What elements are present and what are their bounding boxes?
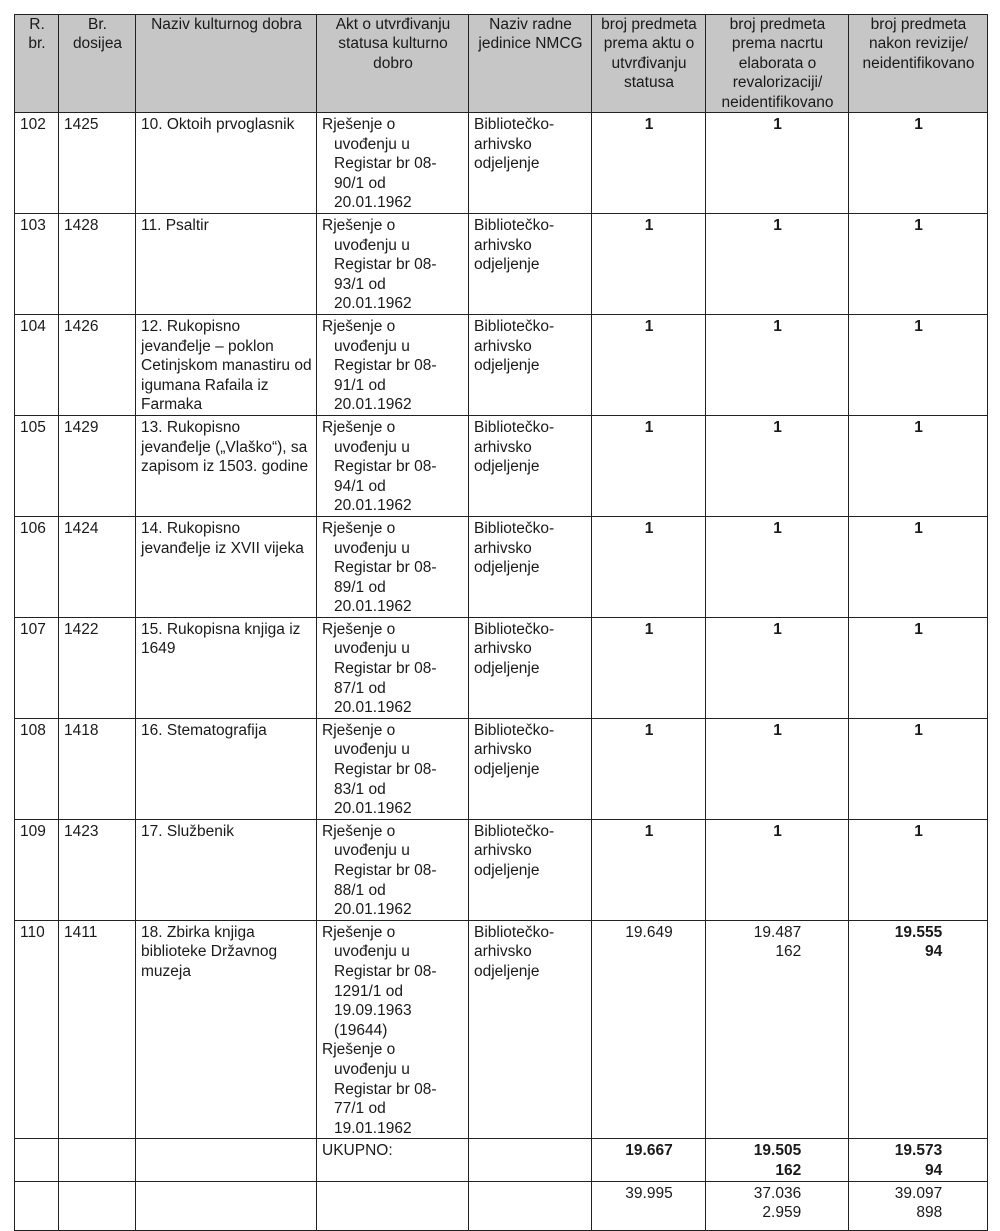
value-stack	[625, 1184, 672, 1204]
akt-line: Registar br 08-	[334, 660, 437, 678]
value-stack	[625, 1141, 672, 1161]
value-stack	[914, 418, 923, 438]
cell-nacrt	[706, 214, 849, 315]
cell-jedinica	[469, 415, 592, 516]
cell-akt-count	[592, 920, 706, 1139]
value-stack	[645, 418, 654, 438]
akt-line: 20.01.1962	[334, 396, 412, 414]
header-nacrt: broj predmeta prema nacrtu elaborata o revalorizaciji/ neidentifikovano	[706, 15, 849, 113]
akt-line: uvođenju u	[334, 135, 410, 153]
cell-naziv	[136, 617, 317, 718]
jedinica-text: Bibliotečko-arhivsko odjeljenje	[474, 418, 555, 476]
cell-revizija	[849, 920, 988, 1139]
table-row	[15, 113, 988, 214]
value-stack	[914, 317, 923, 337]
akt-line: 94/1 od	[334, 477, 386, 495]
cell-akt	[317, 617, 469, 718]
cell-akt-count	[592, 718, 706, 819]
cell-empty	[59, 1181, 136, 1230]
jedinica-text: Bibliotečko-arhivsko odjeljenje	[474, 923, 555, 980]
jedinica-text: Bibliotečko-arhivsko odjeljenje	[474, 116, 555, 173]
cell-nacrt	[706, 718, 849, 819]
dosije-text: 1426	[64, 317, 99, 335]
value-stack	[754, 1184, 801, 1223]
jedinica-text: Bibliotečko-arhivsko odjeljenje	[474, 620, 555, 678]
akt-line: Registar br 08-	[334, 256, 437, 274]
cell-revizija	[849, 819, 988, 920]
akt-line: Rješenje o	[322, 116, 396, 134]
value-main: 1	[773, 116, 782, 134]
value-main: 37.036	[753, 1184, 802, 1202]
akt-line: 1291/1 od	[334, 982, 403, 1000]
cell-akt-count	[592, 819, 706, 920]
rbr-text: 108	[20, 721, 46, 739]
cell-rbr	[15, 113, 59, 214]
value-unidentified: 162	[775, 1161, 802, 1179]
value-stack	[773, 317, 782, 337]
akt-line: uvođenju u	[334, 943, 410, 961]
value-unidentified: 898	[916, 1204, 943, 1222]
cell-subtotal-nacrt	[706, 1139, 849, 1181]
subtotal-row	[15, 1139, 988, 1181]
cell-jedinica	[469, 516, 592, 617]
cell-dosije	[59, 314, 136, 415]
cell-jedinica	[469, 314, 592, 415]
naziv-text: 13. Rukopisno jevanđelje („Vlaško“), sa zapisom iz 1503. godine	[141, 418, 309, 476]
cell-rbr	[15, 617, 59, 718]
naziv-text: 18. Zbirka knjiga biblioteke Državnog muzeja	[141, 923, 278, 980]
value-main: 19.505	[753, 1142, 802, 1160]
table-row	[15, 617, 988, 718]
cell-subtotal-revizija	[849, 1139, 988, 1181]
value-stack	[895, 923, 942, 962]
cell-dosije	[59, 113, 136, 214]
akt-line: Rješenje o	[322, 822, 396, 840]
naziv-text: 17. Službenik	[141, 822, 235, 840]
cell-dosije	[59, 415, 136, 516]
rbr-text: 106	[20, 519, 46, 537]
value-stack	[914, 519, 923, 539]
naziv-text: 12. Rukopisno jevanđelje – poklon Cetinjskom manastiru od igumana Rafaila iz Farmaka	[141, 317, 312, 414]
naziv-text: 11. Psaltir	[141, 217, 209, 234]
akt-line: 20.01.1962	[334, 194, 412, 212]
value-main: 1	[773, 519, 782, 537]
dosije-text: 1422	[64, 620, 99, 638]
cell-empty	[469, 1139, 592, 1181]
table-row	[15, 314, 988, 415]
value-stack	[645, 620, 654, 640]
cell-rbr	[15, 314, 59, 415]
cell-akt-count	[592, 214, 706, 315]
cell-jedinica	[469, 617, 592, 718]
value-main: 1	[644, 217, 654, 234]
akt-line: Registar br 08-	[334, 357, 437, 375]
value-main: 19.555	[894, 923, 943, 941]
cell-revizija	[849, 718, 988, 819]
value-stack	[645, 721, 654, 741]
cell-empty	[317, 1181, 469, 1230]
cell-empty	[136, 1139, 317, 1181]
value-stack	[895, 1184, 942, 1223]
jedinica-text: Bibliotečko-arhivsko odjeljenje	[474, 317, 555, 375]
value-main: 1	[914, 620, 923, 638]
dosije-text: 1429	[64, 418, 99, 436]
cell-empty	[59, 1139, 136, 1181]
akt-line: 20.01.1962	[334, 295, 412, 313]
value-stack	[773, 822, 782, 842]
value-main: 1	[644, 721, 654, 739]
akt-line: 77/1 od	[334, 1100, 386, 1118]
value-stack	[773, 216, 782, 236]
akt-line: uvođenju u	[334, 1060, 410, 1078]
cell-rbr	[15, 516, 59, 617]
value-main: 1	[773, 721, 782, 739]
grand-total-row	[15, 1181, 988, 1230]
akt-line: 89/1 od	[334, 578, 386, 596]
rbr-text: 105	[20, 418, 46, 436]
akt-line: Registar br 08-	[334, 1080, 437, 1098]
jedinica-text: Bibliotečko-arhivsko odjeljenje	[474, 822, 555, 879]
cell-revizija	[849, 617, 988, 718]
akt-line: Rješenje o	[322, 418, 396, 436]
dosije-text: 1418	[64, 721, 99, 739]
cell-jedinica	[469, 214, 592, 315]
header-rbr: R. br.	[15, 15, 59, 113]
cell-nacrt	[706, 415, 849, 516]
cell-naziv	[136, 214, 317, 315]
cell-rbr	[15, 920, 59, 1139]
rbr-text: 110	[20, 923, 45, 941]
value-main: 1	[644, 317, 654, 335]
value-main: 19.573	[894, 1142, 943, 1160]
value-stack	[773, 721, 782, 741]
cell-revizija	[849, 415, 988, 516]
value-main: 1	[914, 217, 923, 234]
value-stack	[645, 822, 654, 842]
value-main: 1	[773, 822, 782, 840]
header-dosije: Br. dosijea	[59, 15, 136, 113]
value-main: 1	[773, 217, 782, 234]
value-stack	[914, 216, 923, 236]
value-stack	[773, 418, 782, 438]
table-row	[15, 819, 988, 920]
value-main: 1	[644, 519, 654, 537]
akt-line: 20.01.1962	[334, 497, 412, 515]
dosije-text: 1423	[64, 822, 99, 840]
cell-nacrt	[706, 314, 849, 415]
cell-total-revizija	[849, 1181, 988, 1230]
value-main: 1	[644, 418, 654, 436]
cell-revizija	[849, 516, 988, 617]
value-stack	[895, 1141, 942, 1180]
cell-akt-count	[592, 314, 706, 415]
akt-line: (19644)	[334, 1021, 388, 1039]
rbr-text: 109	[20, 822, 46, 840]
header-naziv: Naziv kulturnog dobra	[136, 15, 317, 113]
akt-line: Rješenje o	[322, 620, 396, 638]
akt-line: uvođenju u	[334, 438, 410, 456]
akt-line: Rješenje o	[322, 519, 396, 537]
akt-line: Registar br 08-	[334, 458, 437, 476]
akt-line: Rješenje o	[322, 721, 396, 739]
cell-rbr	[15, 718, 59, 819]
akt-line: uvođenju u	[334, 741, 410, 759]
rbr-text: 107	[20, 620, 46, 638]
value-unidentified: 94	[924, 1161, 943, 1179]
value-main: 39.995	[625, 1184, 673, 1202]
value-main: 19.649	[625, 923, 673, 941]
cell-naziv	[136, 819, 317, 920]
cell-naziv	[136, 314, 317, 415]
cell-empty	[15, 1139, 59, 1181]
cell-naziv	[136, 415, 317, 516]
akt-line: 83/1 od	[334, 780, 386, 798]
akt-line: Rješenje o	[322, 923, 396, 941]
akt-line: 20.01.1962	[334, 598, 412, 616]
table-row	[15, 718, 988, 819]
akt-line: uvođenju u	[334, 640, 410, 658]
cell-revizija	[849, 314, 988, 415]
header-akt: Akt o utvrđivanju statusa kulturno dobro	[317, 15, 469, 113]
cell-dosije	[59, 718, 136, 819]
value-unidentified: 94	[924, 943, 943, 961]
cell-akt-count	[592, 617, 706, 718]
rbr-text: 104	[20, 317, 46, 335]
value-stack	[645, 216, 654, 236]
value-stack	[645, 115, 654, 135]
cell-total-nacrt	[706, 1181, 849, 1230]
value-main: 1	[914, 519, 923, 537]
value-main: 1	[914, 721, 923, 739]
value-stack	[754, 1141, 801, 1180]
naziv-text: 15. Rukopisna knjiga iz 1649	[141, 620, 301, 658]
table-body	[15, 113, 988, 1230]
cell-naziv	[136, 718, 317, 819]
value-stack	[645, 317, 654, 337]
akt-line: uvođenju u	[334, 236, 410, 254]
cell-rbr	[15, 214, 59, 315]
cell-rbr	[15, 415, 59, 516]
value-main: 1	[914, 418, 923, 436]
dosije-text: 1411	[64, 923, 98, 941]
akt-line: 19.09.1963	[334, 1002, 412, 1020]
cell-dosije	[59, 920, 136, 1139]
header-akt-count: broj predmeta prema aktu o utvrđivanju statusa	[592, 15, 706, 113]
cell-empty	[136, 1181, 317, 1230]
value-main: 19.487	[753, 923, 802, 941]
cell-akt	[317, 516, 469, 617]
cell-akt	[317, 718, 469, 819]
value-stack	[914, 822, 923, 842]
akt-line: 87/1 od	[334, 679, 386, 697]
naziv-text: 14. Rukopisno jevanđelje iz XVII vijeka	[141, 519, 304, 557]
value-stack	[773, 620, 782, 640]
value-stack	[625, 923, 672, 943]
subtotal-label: UKUPNO:	[322, 1142, 393, 1160]
akt-line: 93/1 od	[334, 275, 386, 293]
dosije-text: 1428	[64, 217, 99, 234]
value-stack	[773, 115, 782, 135]
cell-akt-count	[592, 415, 706, 516]
cell-nacrt	[706, 516, 849, 617]
akt-line: 20.01.1962	[334, 901, 412, 919]
value-main: 1	[644, 822, 654, 840]
akt-line: uvođenju u	[334, 539, 410, 557]
akt-line: Registar br 08-	[334, 962, 437, 980]
value-main: 1	[644, 620, 654, 638]
value-stack	[914, 115, 923, 135]
header-jedinica: Naziv radne jedinice NMCG	[469, 15, 592, 113]
akt-line: Rješenje o	[322, 217, 396, 234]
akt-line: 19.01.1962	[334, 1119, 412, 1137]
value-main: 19.667	[625, 1142, 673, 1160]
cell-jedinica	[469, 718, 592, 819]
akt-line: uvođenju u	[334, 842, 410, 860]
akt-line: Registar br 08-	[334, 559, 437, 577]
value-main: 1	[773, 418, 782, 436]
cell-akt-count	[592, 113, 706, 214]
akt-line: Rješenje o	[322, 317, 396, 335]
cell-nacrt	[706, 617, 849, 718]
cell-rbr	[15, 819, 59, 920]
cell-dosije	[59, 819, 136, 920]
cell-revizija	[849, 214, 988, 315]
cell-akt-count	[592, 516, 706, 617]
akt-line: Registar br 08-	[334, 862, 437, 879]
value-main: 39.097	[894, 1184, 943, 1202]
value-stack	[914, 721, 923, 741]
cell-akt	[317, 214, 469, 315]
cell-akt	[317, 415, 469, 516]
cell-total-akt-count	[592, 1181, 706, 1230]
cell-jedinica	[469, 113, 592, 214]
cell-akt	[317, 920, 469, 1139]
akt-line: 20.01.1962	[334, 699, 412, 717]
value-stack	[754, 923, 801, 962]
cell-naziv	[136, 113, 317, 214]
akt-line: Rješenje o	[322, 1041, 396, 1059]
value-stack	[645, 519, 654, 539]
value-main: 1	[773, 317, 782, 335]
cell-akt	[317, 113, 469, 214]
cell-nacrt	[706, 819, 849, 920]
akt-line: 88/1 od	[334, 881, 386, 899]
value-main: 1	[914, 317, 923, 335]
cell-naziv	[136, 516, 317, 617]
dosije-text: 1425	[64, 116, 99, 134]
rbr-text: 102	[20, 116, 46, 134]
header-row	[15, 15, 988, 113]
value-main: 1	[914, 822, 923, 840]
akt-line: 90/1 od	[334, 174, 386, 192]
cell-nacrt	[706, 920, 849, 1139]
value-main: 1	[914, 116, 923, 134]
akt-line: Registar br 08-	[334, 761, 437, 779]
cell-subtotal-label	[317, 1139, 469, 1181]
akt-line: 20.01.1962	[334, 800, 412, 818]
cell-nacrt	[706, 113, 849, 214]
cell-subtotal-akt-count	[592, 1139, 706, 1181]
cell-akt	[317, 314, 469, 415]
register-table	[14, 14, 988, 1231]
value-unidentified: 162	[775, 943, 802, 961]
cell-jedinica	[469, 920, 592, 1139]
value-stack	[773, 519, 782, 539]
cell-dosije	[59, 617, 136, 718]
akt-line: 91/1 od	[334, 376, 386, 394]
naziv-text: 16. Stematografija	[141, 721, 267, 739]
cell-dosije	[59, 516, 136, 617]
jedinica-text: Bibliotečko-arhivsko odjeljenje	[474, 519, 555, 577]
rbr-text: 103	[20, 217, 46, 234]
value-main: 1	[773, 620, 782, 638]
table-row	[15, 516, 988, 617]
cell-naziv	[136, 920, 317, 1139]
header-revizija: broj predmeta nakon revizije/ neidentifikovano	[849, 15, 988, 113]
value-stack	[914, 620, 923, 640]
cell-akt	[317, 819, 469, 920]
naziv-text: 10. Oktoih prvoglasnik	[141, 116, 295, 134]
table-row	[15, 214, 988, 315]
cell-empty	[15, 1181, 59, 1230]
table-row	[15, 920, 988, 1139]
jedinica-text: Bibliotečko-arhivsko odjeljenje	[474, 721, 555, 779]
cell-empty	[469, 1181, 592, 1230]
table-row	[15, 415, 988, 516]
cell-revizija	[849, 113, 988, 214]
cell-dosije	[59, 214, 136, 315]
value-main: 1	[644, 116, 654, 134]
value-unidentified: 2.959	[762, 1204, 802, 1222]
akt-line: Registar br 08-	[334, 155, 437, 173]
cell-jedinica	[469, 819, 592, 920]
akt-line: uvođenju u	[334, 337, 410, 355]
dosije-text: 1424	[64, 519, 99, 537]
jedinica-text: Bibliotečko-arhivsko odjeljenje	[474, 217, 555, 274]
